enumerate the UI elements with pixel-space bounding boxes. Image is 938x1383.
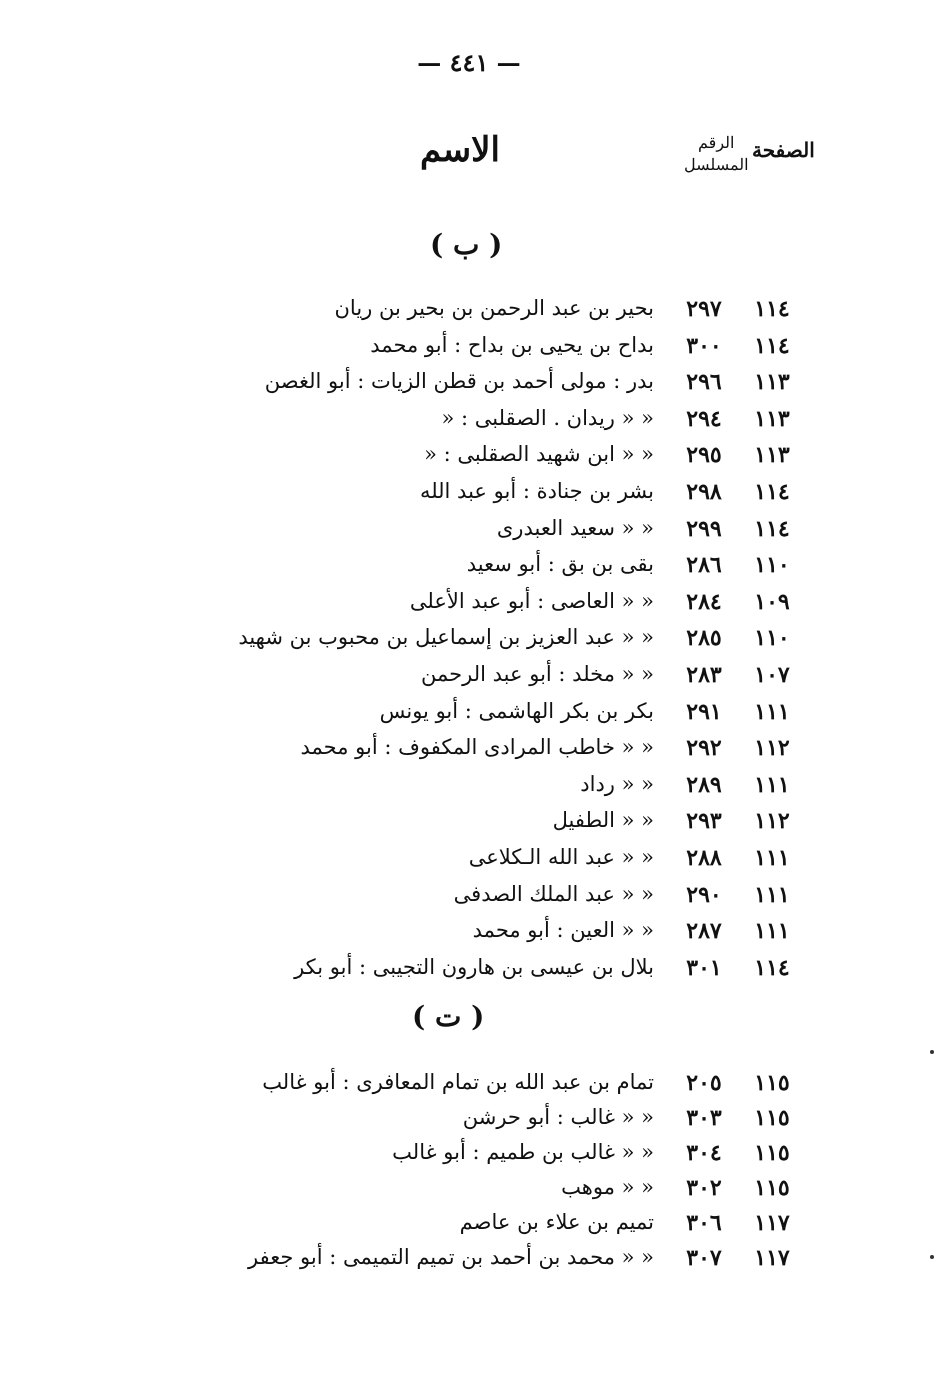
entry-name: بشر بن جنادة : أبو عبد الله (419, 479, 654, 503)
index-entry-row (0, 882, 938, 918)
entry-name: بحير بن عبد الرحمن بن بحير بن ريان (334, 296, 654, 320)
index-entry-row (0, 699, 938, 735)
entry-page-number: ١١٤ (754, 296, 790, 322)
entry-name: « « العاصى : أبو عبد الأعلى (409, 589, 654, 613)
entry-page-number: ١١٧ (754, 1245, 790, 1271)
column-header-name: الاسم (420, 130, 500, 170)
entry-name: « « العين : أبو محمد (472, 918, 654, 942)
entry-name: « « موهب (561, 1175, 654, 1199)
entry-name: « « ابن شهيد الصقلبى : « (424, 442, 654, 466)
index-entry-row (0, 296, 938, 332)
entry-name: تمام بن عبد الله بن تمام المعافرى : أبو غالب (262, 1070, 654, 1094)
entry-name: « « عبد الملك الصدفى (453, 882, 654, 906)
column-header-serial-line1: الرقم (698, 133, 735, 152)
entry-serial-number: ٢٩٥ (686, 442, 722, 468)
index-entry-row (0, 1245, 938, 1281)
entry-page-number: ١١١ (754, 699, 790, 725)
entry-name: « « مخلد : أبو عبد الرحمن (421, 662, 654, 686)
entry-serial-number: ٢٩٦ (686, 369, 722, 395)
entry-name: « « خاطب المرادى المكفوف : أبو محمد (300, 735, 654, 759)
index-entry-row (0, 1105, 938, 1141)
entry-page-number: ١١٠ (754, 625, 790, 651)
entry-serial-number: ٣٠٧ (686, 1245, 722, 1271)
entry-name: « « غالب بن طميم : أبو غالب (392, 1140, 654, 1164)
margin-mark (930, 1050, 934, 1054)
entry-page-number: ١١٥ (754, 1105, 790, 1131)
entry-name: « « ريدان . الصقلبى : « (441, 406, 654, 430)
index-entry-row (0, 442, 938, 478)
entry-page-number: ١١١ (754, 882, 790, 908)
index-entry-row (0, 333, 938, 369)
entry-page-number: ١٠٩ (754, 589, 790, 615)
entry-serial-number: ٢٩٨ (686, 479, 722, 505)
entry-serial-number: ٣٠١ (686, 955, 722, 981)
entry-page-number: ١١٤ (754, 516, 790, 542)
page-number: — ٤٤١ — (417, 48, 521, 77)
entry-serial-number: ٢٨٦ (686, 552, 722, 578)
entry-serial-number: ٢٩٩ (686, 516, 722, 542)
entry-page-number: ١٠٧ (754, 662, 790, 688)
entry-page-number: ١١٥ (754, 1070, 790, 1096)
entry-serial-number: ٢٩٤ (686, 406, 722, 432)
index-entry-row (0, 845, 938, 881)
entry-page-number: ١١٠ (754, 552, 790, 578)
entry-serial-number: ٢٠٥ (686, 1070, 722, 1096)
entry-serial-number: ٢٩٣ (686, 808, 722, 834)
entry-name: بداح بن يحيى بن بداح : أبو محمد (370, 333, 654, 357)
entry-serial-number: ٢٩١ (686, 699, 722, 725)
entry-page-number: ١١٧ (754, 1210, 790, 1236)
entry-page-number: ١١٥ (754, 1140, 790, 1166)
entry-serial-number: ٢٩٠ (686, 882, 722, 908)
entry-name: تميم بن علاء بن عاصم (459, 1210, 654, 1234)
entry-name: « « الطفيل (552, 808, 654, 832)
section-letter: ( ت ) (412, 1000, 485, 1033)
column-header-serial-line2: المسلسل (684, 155, 749, 174)
entry-name: بدر : مولى أحمد بن قطن الزيات : أبو الغصن (264, 369, 654, 393)
entry-page-number: ١١٣ (754, 406, 790, 432)
index-entry-row (0, 955, 938, 991)
entry-serial-number: ٢٩٧ (686, 296, 722, 322)
column-header-serial (684, 132, 749, 176)
index-entry-row (0, 1140, 938, 1176)
entry-page-number: ١١٣ (754, 369, 790, 395)
entry-serial-number: ٢٨٩ (686, 772, 722, 798)
entry-page-number: ١١١ (754, 918, 790, 944)
entry-name: « « سعيد العبدرى (496, 516, 654, 540)
entry-serial-number: ٣٠٣ (686, 1105, 722, 1131)
entry-serial-number: ٣٠٤ (686, 1140, 722, 1166)
index-entry-row (0, 918, 938, 954)
entry-serial-number: ٣٠٠ (686, 333, 722, 359)
entry-serial-number: ٢٨٥ (686, 625, 722, 651)
index-entry-row (0, 662, 938, 698)
entry-name: بلال بن عيسى بن هارون التجيبى : أبو بكر (294, 955, 654, 979)
margin-mark (930, 1255, 934, 1259)
entry-page-number: ١١١ (754, 845, 790, 871)
index-entry-row (0, 589, 938, 625)
entry-name: « « محمد بن أحمد بن تميم التميمى : أبو جعفر (248, 1245, 654, 1269)
entry-name: « « رداد (580, 772, 654, 796)
index-entry-row (0, 479, 938, 515)
entry-page-number: ١١٢ (754, 808, 790, 834)
entry-serial-number: ٢٨٧ (686, 918, 722, 944)
entry-name: « « غالب : أبو حرشن (462, 1105, 654, 1129)
entry-name: « « عبد العزيز بن إسماعيل بن محبوب بن شهيد (238, 625, 654, 649)
entry-page-number: ١١٤ (754, 955, 790, 981)
entry-page-number: ١١٣ (754, 442, 790, 468)
entry-serial-number: ٢٩٢ (686, 735, 722, 761)
entry-page-number: ١١٥ (754, 1175, 790, 1201)
entry-serial-number: ٣٠٦ (686, 1210, 722, 1236)
index-entry-row (0, 516, 938, 552)
index-entry-row (0, 735, 938, 771)
index-entry-row (0, 625, 938, 661)
entry-name: بقى بن بق : أبو سعيد (466, 552, 654, 576)
index-entry-row (0, 1210, 938, 1246)
section-letter: ( ب ) (430, 228, 503, 261)
entry-page-number: ١١٢ (754, 735, 790, 761)
entry-name: « « عبد الله الـكلاعى (468, 845, 654, 869)
column-header-page: الصفحة (752, 138, 815, 162)
entry-page-number: ١١٤ (754, 479, 790, 505)
index-entry-row (0, 1175, 938, 1211)
index-entry-row (0, 808, 938, 844)
entry-serial-number: ٢٨٣ (686, 662, 722, 688)
index-entry-row (0, 772, 938, 808)
entry-serial-number: ٣٠٢ (686, 1175, 722, 1201)
index-entry-row (0, 552, 938, 588)
entry-page-number: ١١٤ (754, 333, 790, 359)
entry-serial-number: ٢٨٤ (686, 589, 722, 615)
index-entry-row (0, 369, 938, 405)
entry-serial-number: ٢٨٨ (686, 845, 722, 871)
entry-name: بكر بن بكر الهاشمى : أبو يونس (379, 699, 654, 723)
index-entry-row (0, 406, 938, 442)
entry-page-number: ١١١ (754, 772, 790, 798)
index-entry-row (0, 1070, 938, 1106)
